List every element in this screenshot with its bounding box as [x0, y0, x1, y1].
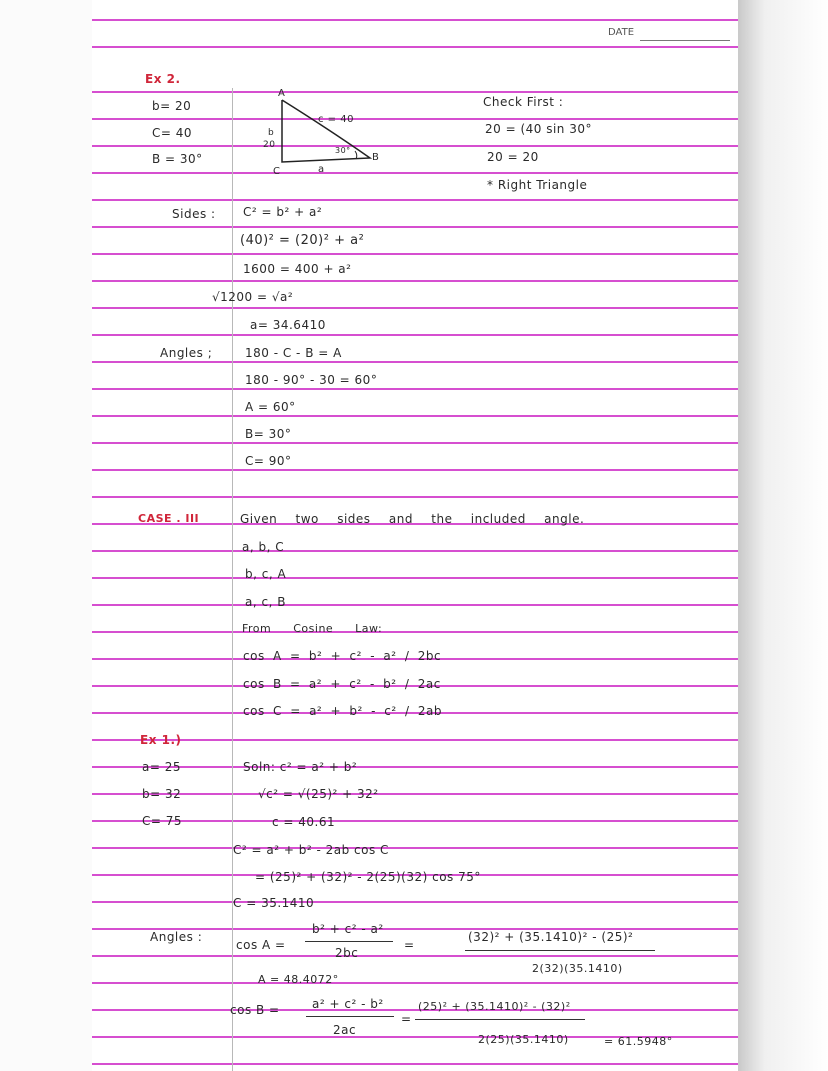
- angles-step: B= 30°: [245, 427, 292, 441]
- side-b-value: 20: [263, 140, 276, 150]
- sides-step: C² = b² + a²: [243, 205, 323, 219]
- angles-step: 180 - 90° - 30 = 60°: [245, 373, 378, 387]
- triangle-diagram: [270, 85, 390, 180]
- solution-result: C = 35.1410: [233, 896, 315, 910]
- sides-result: a= 34.6410: [250, 318, 326, 332]
- check-line: 20 = 20: [487, 150, 539, 164]
- solution-step: √c² = √(25)² + 32²: [258, 787, 379, 801]
- vertex-C: C: [273, 166, 281, 177]
- angle-A-result: A = 48.4072°: [258, 973, 339, 986]
- sides-label: Sides :: [172, 207, 216, 221]
- given-c: C= 40: [152, 126, 193, 140]
- side-b: b: [268, 128, 275, 138]
- right-triangle-note: * Right Triangle: [487, 178, 588, 192]
- check-line: 20 = (40 sin 30°: [485, 122, 592, 136]
- angles-step: A = 60°: [245, 400, 296, 414]
- check-title: Check First :: [483, 95, 564, 109]
- given-C: C= 75: [142, 814, 183, 828]
- cosB-denominator-values: 2(25)(35.1410): [478, 1033, 569, 1046]
- angles-step: 180 - C - B = A: [245, 346, 342, 360]
- date-label: DATE: [608, 27, 635, 38]
- equals: =: [404, 938, 415, 952]
- given-b: b= 20: [152, 99, 192, 113]
- cosA-numerator-values: (32)² + (35.1410)² - (25)²: [468, 930, 634, 944]
- ex2-title: Ex 2.: [145, 72, 181, 86]
- equals: =: [401, 1012, 412, 1026]
- fraction-bar: [415, 1019, 585, 1020]
- fraction-bar: [305, 941, 393, 942]
- sides-step: (40)² = (20)² + a²: [240, 233, 365, 248]
- angle-label: 30°: [335, 146, 351, 155]
- angles-label: Angles ;: [160, 346, 213, 360]
- cosA-denominator-values: 2(32)(35.1410): [532, 962, 623, 975]
- side-c: c = 40: [318, 114, 354, 125]
- ex1-title: Ex 1.): [140, 733, 182, 747]
- cos-formula: cos A = b² + c² - a² / 2bc: [243, 649, 442, 663]
- cosine-law-label: From Cosine Law:: [242, 622, 383, 635]
- solution-step: C² = a² + b² - 2ab cos C: [233, 843, 389, 857]
- cos-formula: cos C = a² + b² - c² / 2ab: [243, 704, 442, 718]
- vertex-B: B: [372, 152, 380, 163]
- case-description: Given two sides and the included angle.: [240, 512, 585, 526]
- given-a: a= 25: [142, 760, 181, 774]
- vertex-A: A: [278, 88, 286, 99]
- cosA-denominator: 2bc: [335, 946, 359, 960]
- fraction-bar: [306, 1016, 394, 1017]
- case-item: b, c, A: [245, 567, 287, 581]
- cosB-lhs: cos B =: [230, 1003, 280, 1017]
- sides-step: √1200 = √a²: [212, 290, 294, 304]
- angle-B-result: = 61.5948°: [604, 1035, 673, 1048]
- page-edge-shadow: [738, 0, 828, 1071]
- angles-step: C= 90°: [245, 454, 292, 468]
- cosB-numerator: a² + c² - b²: [312, 997, 384, 1011]
- cosA-lhs: cos A =: [236, 938, 286, 952]
- cosB-denominator: 2ac: [333, 1023, 357, 1037]
- solution-step: Soln: c² = a² + b²: [243, 760, 358, 774]
- cosB-numerator-values: (25)² + (35.1410)² - (32)²: [418, 1000, 571, 1013]
- side-a: a: [318, 164, 325, 175]
- fraction-bar: [465, 950, 655, 951]
- case-item: a, b, C: [242, 540, 285, 554]
- cos-formula: cos B = a² + c² - b² / 2ac: [243, 677, 441, 691]
- solution-step: = (25)² + (32)² - 2(25)(32) cos 75°: [255, 870, 481, 884]
- case-title: CASE . III: [138, 512, 200, 525]
- given-b: b= 32: [142, 787, 182, 801]
- margin-line: [232, 88, 233, 1071]
- date-line: [640, 40, 730, 41]
- case-item: a, c, B: [245, 595, 286, 609]
- sides-step: 1600 = 400 + a²: [243, 262, 352, 276]
- solution-step: c = 40.61: [272, 815, 336, 829]
- angles-label: Angles :: [150, 930, 203, 944]
- given-B: B = 30°: [152, 152, 203, 166]
- cosA-numerator: b² + c² - a²: [312, 922, 384, 936]
